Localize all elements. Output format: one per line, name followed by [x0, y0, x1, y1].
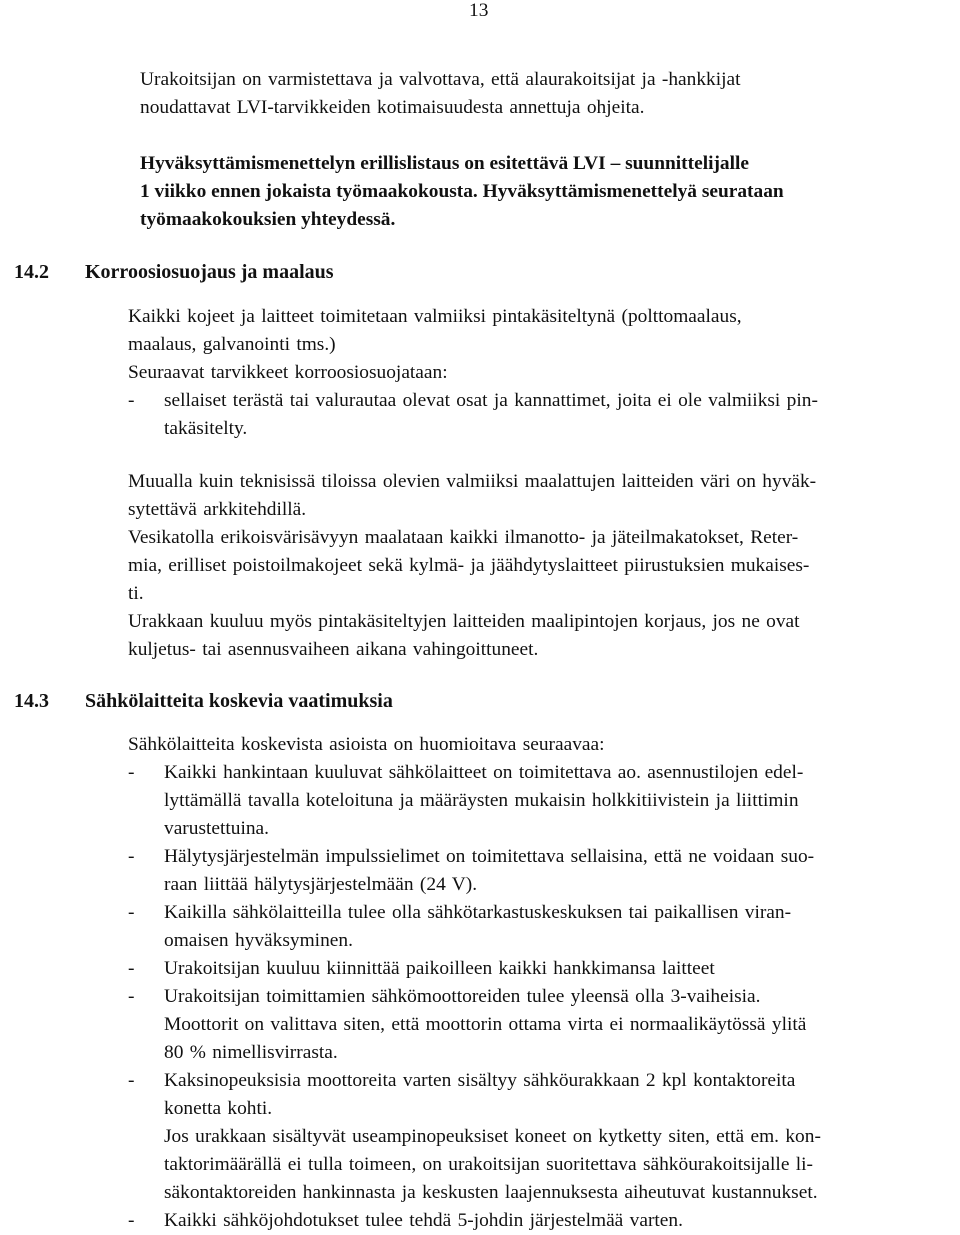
text-line: Kaksinopeuksisia moottoreita varten sisältyy sähköurakkaan 2 kpl kontaktoreita [164, 1070, 796, 1091]
section-heading-14-3 [14, 687, 393, 715]
text-line: Urakoitsijan kuuluu kiinnittää paikoilleen kaikki hankkimansa laitteet [164, 958, 715, 979]
section-title: Korroosiosuojaus ja maalaus [85, 261, 334, 283]
section-14-3-body [128, 731, 960, 1235]
text-line: ti. [128, 583, 144, 604]
page-number: 13 [469, 0, 489, 21]
text-line: konetta kohti. [164, 1098, 273, 1119]
list-item [128, 983, 960, 1067]
text-line: Seuraavat tarvikkeet korroosiosuojataan: [128, 362, 448, 383]
text-line: maalaus, galvanointi tms.) [128, 334, 336, 355]
list-item [128, 843, 960, 899]
text-line: noudattavat LVI-tarvikkeiden kotimaisuudesta annettuja ohjeita. [140, 97, 645, 118]
dash-marker: - [128, 846, 135, 867]
text-line: Vesikatolla erikoisvärisävyyn maalataan kaikki ilmanotto- ja jäteilmakatokset, Reter- [128, 527, 799, 548]
text-line: Jos urakkaan sisältyvät useampinopeuksiset koneet on kytketty siten, että em. kon- [164, 1126, 821, 1147]
text-line: Kaikki hankintaan kuuluvat sähkölaitteet on toimitettava ao. asennustilojen edel- [164, 762, 804, 783]
text-line: Urakoitsijan toimittamien sähkömoottoreiden tulee yleensä olla 3-vaiheisia. [164, 986, 761, 1007]
list-item [128, 899, 960, 955]
section-14-2-paragraphs [128, 468, 960, 664]
text-line: Urakkaan kuuluu myös pintakäsiteltyjen laitteiden maalipintojen korjaus, jos ne ovat [128, 611, 800, 632]
text-line: taktorimäärällä ei tulla toimeen, on urakoitsijan suoritettava sähköurakoitsijalle li- [164, 1154, 814, 1175]
text-line: sellaiset terästä tai valurautaa olevat osat ja kannattimet, joita ei ole valmiiksi pin- [164, 390, 818, 411]
list-item [128, 955, 960, 983]
text-line: Hälytysjärjestelmän impulssielimet on toimitettava sellaisina, että ne voidaan suo- [164, 846, 815, 867]
lead-line: Sähkölaitteita koskevista asioista on huomioitava seuraavaa: [128, 734, 605, 755]
text-line: kuljetus- tai asennusvaiheen aikana vahingoittuneet. [128, 639, 539, 660]
text-line: 1 viikko ennen jokaista työmaakokousta. Hyväksyttämismenettelyä seurataan [140, 181, 784, 202]
dash-marker: - [128, 958, 135, 979]
section-title: Sähkölaitteita koskevia vaatimuksia [85, 690, 393, 712]
text-line: varustettuina. [164, 818, 270, 839]
text-line: Moottorit on valittava siten, että moottorin ottama virta ei normaalikäytössä ylitä [164, 1014, 807, 1035]
text-line: omaisen hyväksyminen. [164, 930, 353, 951]
text-line: Kaikki kojeet ja laitteet toimitetaan valmiiksi pintakäsiteltynä (polttomaalaus, [128, 306, 742, 327]
list-item [128, 1067, 960, 1207]
list-item [128, 759, 960, 843]
section-number: 14.2 [14, 261, 49, 283]
dash-marker: - [128, 1210, 135, 1231]
list-item [128, 387, 960, 443]
text-line: mia, erilliset poistoilmakojeet sekä kylmä- ja jäähdytyslaitteet piirustuksien mukaises- [128, 555, 810, 576]
text-line: Muualla kuin teknisissä tiloissa olevien valmiiksi maalattujen laitteiden väri on hyväk- [128, 471, 817, 492]
section-14-2-body [128, 303, 960, 443]
text-line: takäsitelty. [164, 418, 248, 439]
text-line: 80 % nimellisvirrasta. [164, 1042, 338, 1063]
dash-marker: - [128, 390, 135, 411]
dash-marker: - [128, 762, 135, 783]
text-line: Kaikilla sähkölaitteilla tulee olla sähkötarkastuskeskuksen tai paikallisen viran- [164, 902, 792, 923]
list-item [128, 1207, 960, 1235]
text-line: sytettävä arkkitehdillä. [128, 499, 307, 520]
dash-marker: - [128, 986, 135, 1007]
text-line: Kaikki sähköjohdotukset tulee tehdä 5-johdin järjestelmää varten. [164, 1210, 683, 1231]
section-heading-14-2 [14, 258, 334, 286]
text-line: työmaakokouksien yhteydessä. [140, 209, 396, 230]
dash-marker: - [128, 1070, 135, 1091]
text-line: säkontaktoreiden hankinnasta ja keskusten laajennuksesta aiheutuvat kustannukset. [164, 1182, 818, 1203]
approval-note [140, 150, 960, 234]
dash-marker: - [128, 902, 135, 923]
section-number: 14.3 [14, 690, 49, 712]
intro-paragraph [140, 66, 960, 122]
text-line: lyttämällä tavalla koteloituna ja määräysten mukaisin holkkitiivistein ja liittimin [164, 790, 799, 811]
text-line: Urakoitsijan on varmistettava ja valvottava, että alaurakoitsijat ja -hankkijat [140, 69, 741, 90]
text-line: raan liittää hälytysjärjestelmään (24 V). [164, 874, 478, 895]
text-line: Hyväksyttämismenettelyn erillislistaus on esitettävä LVI – suunnittelijalle [140, 153, 750, 174]
